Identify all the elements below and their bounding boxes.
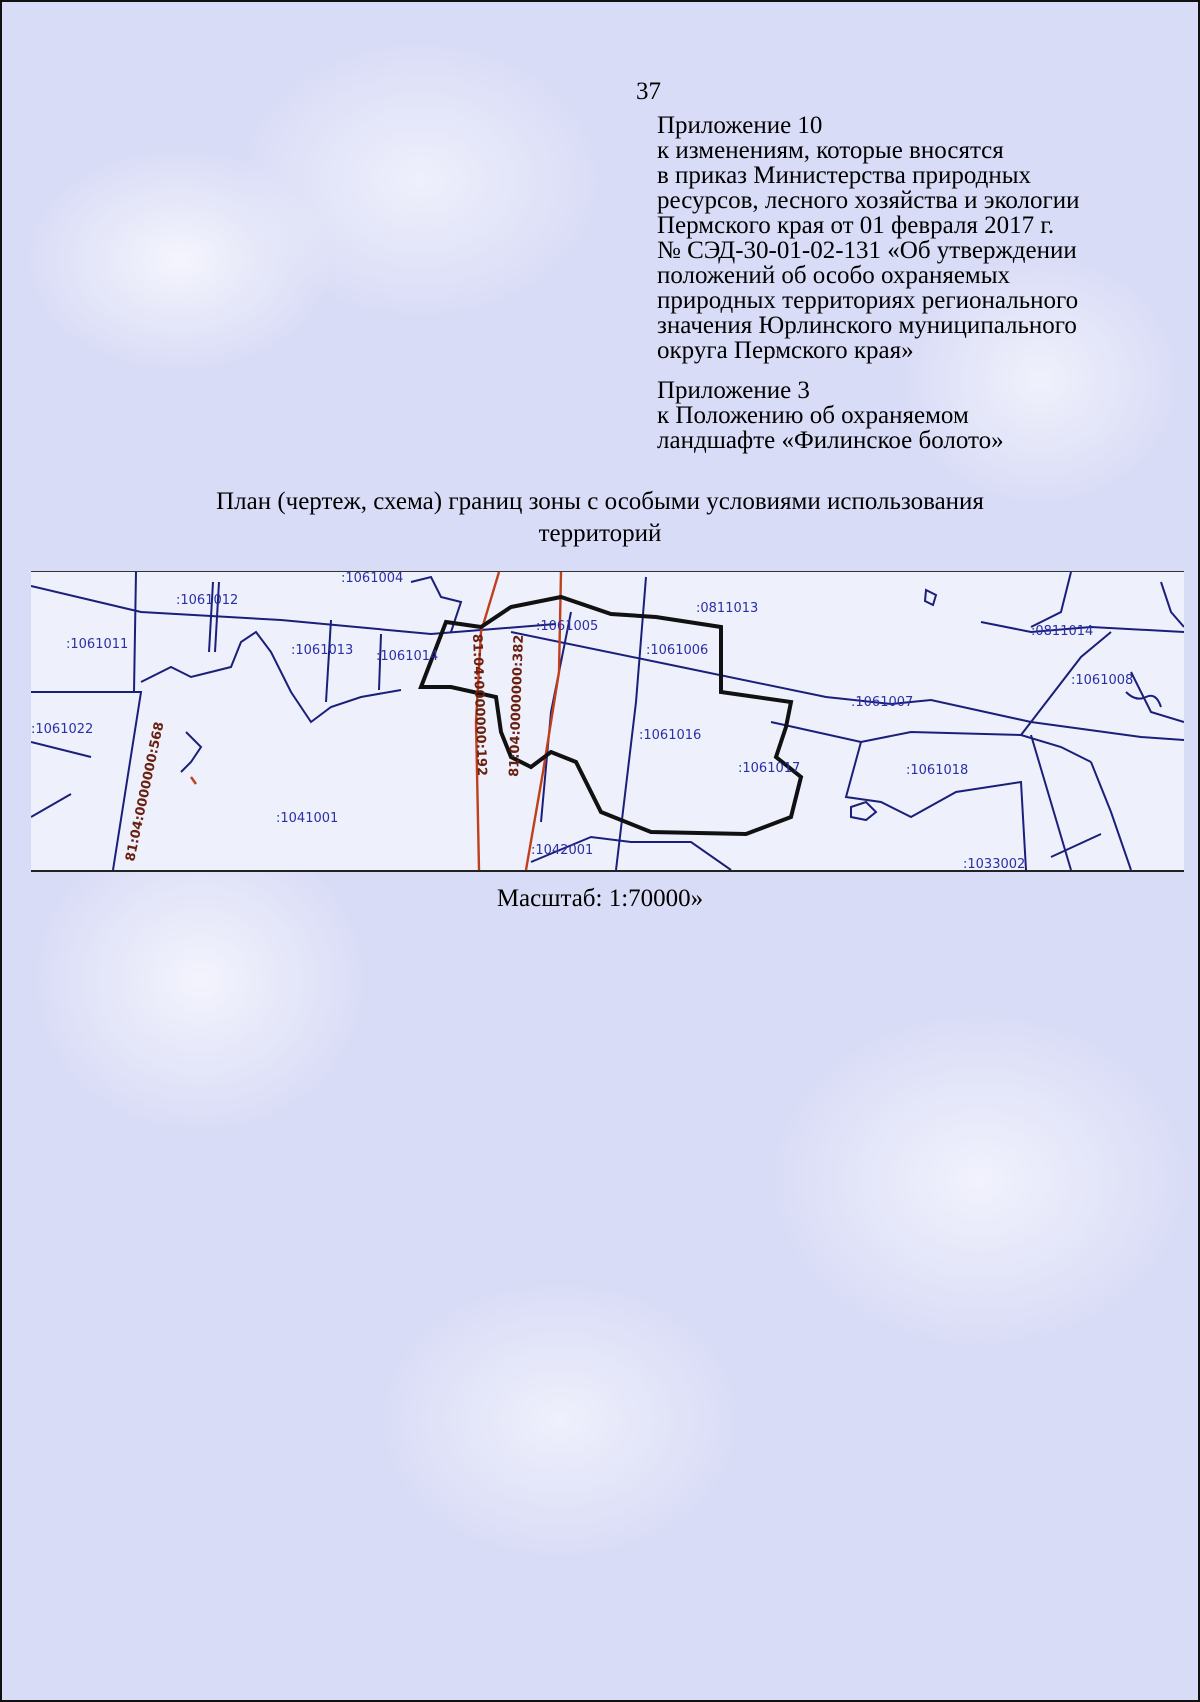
annex-line: № СЭД-30-01-02-131 «Об утверждении <box>657 237 1077 264</box>
parcel-line <box>181 732 201 772</box>
boundary-map <box>31 571 1184 872</box>
annex-line: природных территориях регионального <box>657 287 1079 314</box>
parcel-line <box>326 620 331 702</box>
plan-title-line: территорий <box>538 520 662 547</box>
parcel-line <box>1031 572 1071 627</box>
parcel-line <box>1091 762 1131 870</box>
cadastral-label: 81:04:0000000:382 <box>507 634 527 778</box>
plan-title-line: План (чертеж, схема) границ зоны с особыми условиями использования <box>216 488 984 515</box>
annex-line: ландшафте «Филинское болото» <box>657 427 1004 454</box>
parcel-label: :1061008 <box>1071 673 1134 688</box>
annex-line: значения Юрлинского муниципального <box>657 312 1077 339</box>
parcel-line <box>771 722 1091 762</box>
lake-outline <box>925 590 936 605</box>
annex-line: Пермского края от 01 февраля 2017 г. <box>657 212 1055 239</box>
annex-line: Приложение 10 <box>657 112 823 139</box>
parcel-line <box>1051 834 1101 857</box>
parcel-label: :1041001 <box>276 811 339 826</box>
parcel-line <box>1161 582 1184 627</box>
annex-line: в приказ Министерства природных <box>657 162 1032 189</box>
cadastral-label: 81:04:0000000:192 <box>469 633 489 777</box>
annex-line: к изменениям, которые вносятся <box>657 137 1004 164</box>
parcel-label: :1061016 <box>639 728 702 743</box>
parcel-label: :0811013 <box>696 601 759 616</box>
parcel-line <box>846 742 1026 870</box>
parcel-lines <box>31 572 1184 870</box>
annex-line: положений об особо охраняемых <box>657 262 1011 289</box>
annex-line: округа Пермского края» <box>657 337 914 364</box>
parcel-label: :1033002 <box>963 857 1026 870</box>
parcel-line <box>134 572 136 692</box>
parcel-label: :1061004 <box>341 572 404 586</box>
annex-line: к Положению об охраняемом <box>657 402 969 429</box>
map-canvas <box>31 572 1184 870</box>
parcel-label: :1061013 <box>291 643 354 658</box>
parcel-label: :1061006 <box>646 643 709 658</box>
parcel-line <box>141 632 401 722</box>
cadastral-line <box>191 777 196 784</box>
map-scale: Масштаб: 1:70000» <box>496 885 704 912</box>
parcel-label: :1061011 <box>66 637 129 652</box>
cadastral-line <box>526 572 561 870</box>
page-number: 37 <box>636 78 661 105</box>
plan-title <box>100 486 1100 550</box>
parcel-label: :1061012 <box>176 593 239 608</box>
lake-outline <box>851 802 876 820</box>
parcel-label: :1061007 <box>851 695 914 710</box>
parcel-label: :0811014 <box>1031 624 1094 639</box>
parcel-label: :1042001 <box>531 843 594 858</box>
annex-3-header <box>657 378 1004 453</box>
annex-line: Приложение 3 <box>657 377 810 404</box>
parcel-label: :1061017 <box>738 761 801 776</box>
annex-10-header <box>657 113 1079 363</box>
river-outline <box>1126 692 1161 707</box>
parcel-line <box>31 742 91 757</box>
annex-line: ресурсов, лесного хозяйства и экологии <box>657 187 1080 214</box>
cadastral-label: 81:04:0000000:568 <box>123 720 168 863</box>
parcel-line <box>31 692 141 870</box>
parcel-label: :1061014 <box>376 649 439 664</box>
parcel-label: :1061018 <box>906 763 969 778</box>
cadastral-lines <box>191 572 561 870</box>
parcel-label: :1061005 <box>536 619 599 634</box>
parcel-label: :1061022 <box>31 722 94 737</box>
parcel-line <box>1131 672 1184 722</box>
parcel-line <box>31 794 71 817</box>
